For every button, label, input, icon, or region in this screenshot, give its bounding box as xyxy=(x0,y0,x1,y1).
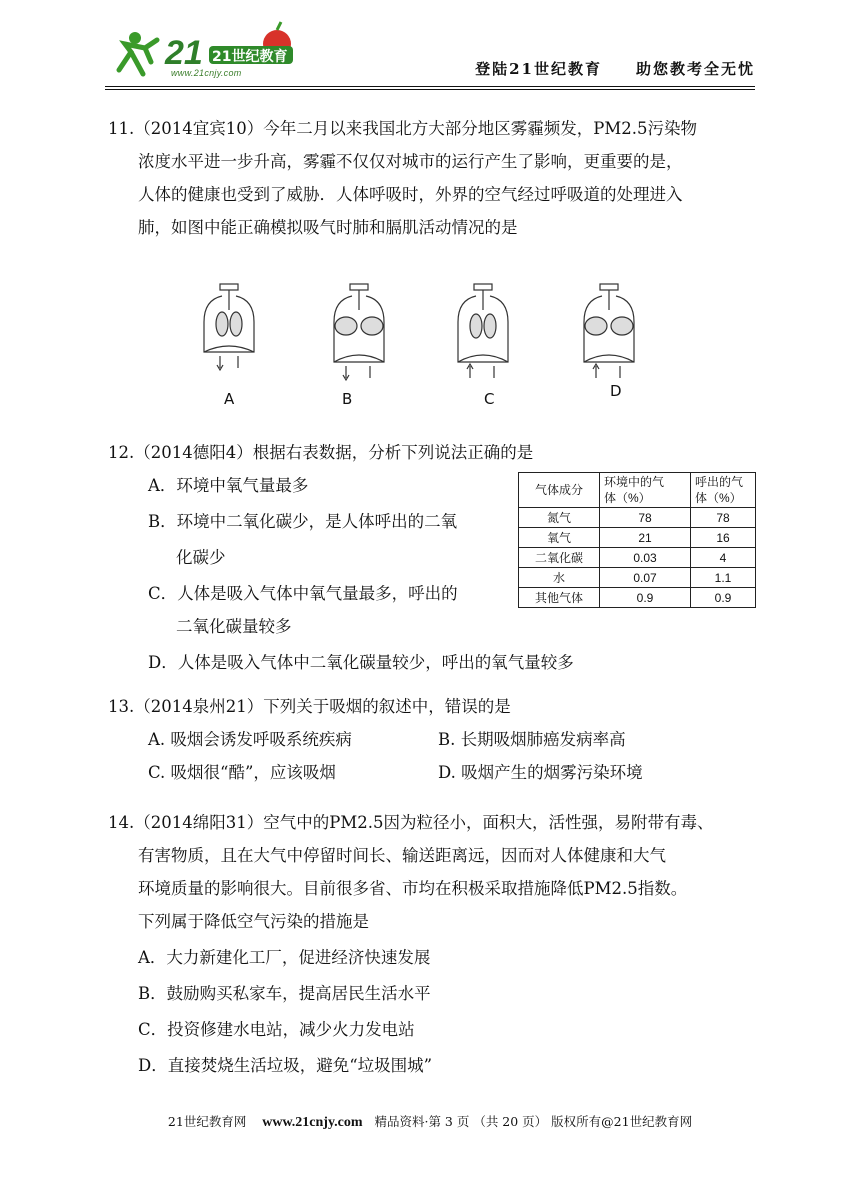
option-row xyxy=(108,723,643,756)
table-row xyxy=(519,548,756,568)
option-a: A．大力新建化工厂，促进经济快速发展 xyxy=(138,948,431,967)
option-b: B. 长期吸烟肺癌发病率高 xyxy=(438,730,626,749)
table-cell: 0.9 xyxy=(600,588,691,608)
table-cell: 其他气体 xyxy=(519,588,600,608)
bell-jar-diagrams xyxy=(200,282,640,392)
gas-composition-table xyxy=(518,472,756,608)
table-cell: 氧气 xyxy=(519,528,600,548)
lung-model-figure xyxy=(200,282,640,412)
option-b: B．鼓励购买私家车，提高居民生活水平 xyxy=(138,984,431,1003)
question-11 xyxy=(108,112,697,244)
slogan-right: 助您教考全无忧 xyxy=(635,60,755,78)
table-row xyxy=(519,568,756,588)
table-cell: 1.1 xyxy=(691,568,756,588)
table-header-row xyxy=(519,473,756,508)
option-c-cont: 二氧化碳量较多 xyxy=(176,617,292,636)
option-c: C．人体是吸入气体中氧气量最多，呼出的 xyxy=(148,584,458,603)
logo-url: www.21cnjy.com xyxy=(171,68,242,78)
option-d: D．人体是吸入气体中二氧化碳量较少，呼出的氧气量较多 xyxy=(148,653,574,672)
question-14 xyxy=(108,806,713,1082)
table-cell: 78 xyxy=(600,508,691,528)
table-row xyxy=(519,588,756,608)
table-cell: 0.07 xyxy=(600,568,691,588)
bell-jar-d xyxy=(584,284,634,378)
table-cell: 21 xyxy=(600,528,691,548)
question-13 xyxy=(108,690,643,789)
option-b-cont: 化碳少 xyxy=(176,548,226,567)
table-cell: 78 xyxy=(691,508,756,528)
option-a: A. 吸烟会诱发呼吸系统疾病 xyxy=(148,730,352,749)
option-d: D. 吸烟产生的烟雾污染环境 xyxy=(438,763,643,782)
header-slogan xyxy=(475,58,755,79)
figure-label-c: C xyxy=(484,390,495,408)
table-cell: 0.03 xyxy=(600,548,691,568)
option-row xyxy=(108,756,643,789)
figure-label-d: D xyxy=(610,382,622,400)
option-b: B．环境中二氧化碳少，是人体呼出的二氧 xyxy=(148,512,458,531)
question-11-line: 人体的健康也受到了威胁．人体呼吸时，外界的空气经过呼吸道的处理进入 xyxy=(138,185,683,204)
question-14-line: 有害物质，且在大气中停留时间长、输送距离远，因而对人体健康和大气 xyxy=(138,846,666,865)
question-13-stem: 13.（2014泉州21）下列关于吸烟的叙述中，错误的是 xyxy=(108,697,511,716)
figure-label-a: A xyxy=(224,390,235,408)
table-row xyxy=(519,528,756,548)
table-row xyxy=(519,508,756,528)
question-11-line: 肺，如图中能正确模拟吸气时肺和膈肌活动情况的是 xyxy=(138,218,518,237)
figure-label-b: B xyxy=(342,390,353,408)
table-cell: 16 xyxy=(691,528,756,548)
table-cell: 4 xyxy=(691,548,756,568)
footer-page-info: 精品资料·第 3 页 （共 20 页） 版权所有@21世纪教育网 xyxy=(374,1114,693,1129)
question-14-line: 下列属于降低空气污染的措施是 xyxy=(138,912,369,931)
table-header-cell: 气体成分 xyxy=(519,473,600,508)
bell-jar-c xyxy=(458,284,508,378)
footer-url[interactable]: www.21cnjy.com xyxy=(262,1115,363,1130)
table-header-cell: 环境中的气 体（%） xyxy=(600,473,691,508)
table-cell: 氮气 xyxy=(519,508,600,528)
question-11-line: 11.（2014宜宾10）今年二月以来我国北方大部分地区雾霾频发，PM2.5污染物 xyxy=(108,119,697,138)
option-c: C．投资修建水电站，减少火力发电站 xyxy=(138,1020,415,1039)
table-cell: 二氧化碳 xyxy=(519,548,600,568)
footer-site: 21世纪教育网 xyxy=(167,1114,247,1129)
table-header-cell: 呼出的气 体（%） xyxy=(691,473,756,508)
question-12-stem: 12.（2014德阳4）根据右表数据，分析下列说法正确的是 xyxy=(108,443,534,462)
question-12 xyxy=(108,436,574,679)
slogan-left: 登陆21世纪教育 xyxy=(475,60,602,78)
logo-text: 21世纪教育 xyxy=(212,49,288,65)
bell-jar-a xyxy=(204,284,254,370)
question-14-line: 环境质量的影响很大。目前很多省、市均在积极采取措施降低PM2.5指数。 xyxy=(138,879,688,898)
option-a: A．环境中氧气量最多 xyxy=(148,476,309,495)
header-divider-double xyxy=(105,89,755,90)
bell-jar-b xyxy=(334,284,384,380)
header-divider xyxy=(105,86,755,87)
table-cell: 水 xyxy=(519,568,600,588)
question-14-line: 14.（2014绵阳31）空气中的PM2.5因为粒径小，面积大，活性强，易附带有毒、 xyxy=(108,813,714,832)
table-cell: 0.9 xyxy=(691,588,756,608)
svg-text:21: 21 xyxy=(165,34,203,72)
page-header xyxy=(105,18,755,90)
question-11-line: 浓度水平进一步升高，雾霾不仅仅对城市的运行产生了影响，更重要的是， xyxy=(138,152,683,171)
option-c: C. 吸烟很“酷”，应该吸烟 xyxy=(148,763,336,782)
page-footer xyxy=(0,1112,860,1131)
option-d: D．直接焚烧生活垃圾，避免“垃圾围城” xyxy=(138,1056,433,1075)
